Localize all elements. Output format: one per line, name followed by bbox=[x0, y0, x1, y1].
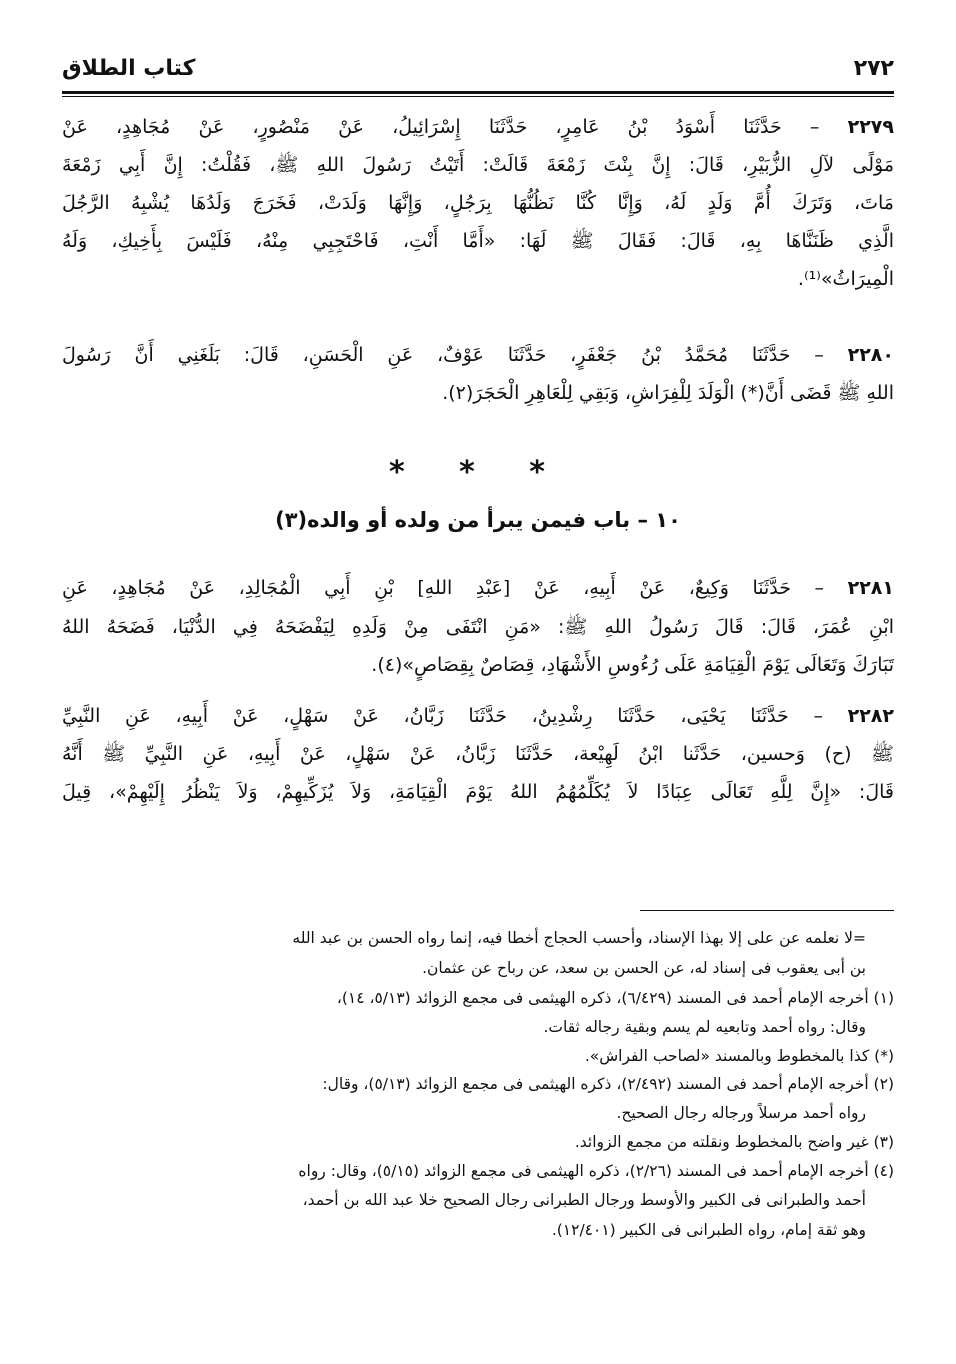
hadith-2281-line: تَبَارَكَ وَتَعَالَى يَوْمَ الْقِيَامَةِ عَلَى رُءُوسِ الأَشْهَادِ، قِصَاصٌ بِقِصَاصٍ»(٤). bbox=[371, 654, 894, 676]
footnote-line: وقال: رواه أحمد وتابعيه لم يسم وبقية رجاله ثقات. bbox=[543, 1018, 866, 1036]
hadith-number: ٢٢٨٠ bbox=[847, 344, 894, 366]
hadith-2279-line: الَّذِي ظَنَنَّاهَا بِهِ، قَالَ: فَقَالَ ﷺ لَهَا: «أَمَّا أَنْتِ، فَاحْتَجِبِي مِنْهُ، فَلَيْسَ بِأَخِيكِ، وَلَهُ bbox=[62, 230, 894, 252]
footnote-line: أحمد والطبرانى فى الكبير والأوسط ورجال الطبرانى رجال الصحيح خلا عبد الله بن أحمد، bbox=[302, 1191, 866, 1209]
hadith-2282-line: قَالَ: «إِنَّ لِلَّهِ تَعَالَى عِبَادًا لاَ يُكَلِّمُهُمُ اللهُ يَوْمَ الْقِيَامَةِ، وَلاَ يُزَكِّيهِمْ، وَلاَ يَنْظُرُ إِلَيْهِمْ»، قِيلَ bbox=[62, 781, 894, 803]
footnote-1: (١) أخرجه الإمام أحمد فى المسند (٦/٤٢٩)، ذكره الهيثمى فى مجمع الزوائد (٥/١٣، ١٤)، bbox=[336, 989, 894, 1007]
hadith-2279-line: الْمِيرَاثُ»⁽¹⁾. bbox=[797, 268, 894, 290]
footnote-line: وهو ثقة إمام، رواه الطبرانى فى الكبير (١٢/٤٠١). bbox=[551, 1221, 866, 1239]
hadith-2279-line: مَاتَ، وَتَرَكَ أُمَّ وَلَدٍ لَهُ، وَإِنَّا كُنَّا نَظُنُّهَا بِرَجُلٍ، وَإِنَّهَا وَلَدَتْ، فَخَرَجَ وَلَدُهَا يُشْبِهُ الرَّجُلَ bbox=[62, 192, 894, 214]
page-number: ٢٧٢ bbox=[853, 56, 894, 81]
section-separator: * * * bbox=[389, 455, 567, 490]
hadith-2281-line bbox=[62, 573, 894, 603]
footnote-star: (*) كذا بالمخطوط وبالمسند «لصاحب الفراش». bbox=[584, 1047, 894, 1065]
hadith-2282-line: ﷺ (ح) وَحسين، حَدَّثَنا ابْنُ لَهِيْعة، حَدَّثَنَا زَبَّانُ، عَنْ سَهْلٍ، عَنْ أَبِيهِ، عَنِ النَّبِيِّ ﷺ أَنَّهُ bbox=[62, 743, 894, 765]
text: – حَدَّثَنَا وَكِيعٌ، عَنْ أَبِيهِ، عَنْ [عَبْدِ اللهِ] بْنِ أَبِي الْمُجَالِدِ، عَنْ مُجَاهِدٍ، عَنِ bbox=[62, 577, 825, 599]
text: – حَدَّثَنَا يَحْيَى، حَدَّثَنَا رِشْدِينُ، حَدَّثَنَا زَبَّانُ، عَنْ سَهْلٍ، عَنْ أَبِيهِ، عَنِ النَّبِيِّ bbox=[62, 705, 823, 727]
hadith-2280-line: اللهِ ﷺ قَضَى أَنَّ(*) الْوَلَدَ لِلْفِرَاشِ، وَبَقِي لِلْعَاهِرِ الْحَجَرَ(٢). bbox=[442, 382, 894, 404]
hadith-2281-line: ابْنِ عُمَرَ، قَالَ: قَالَ رَسُولُ اللهِ ﷺ: «مَنِ انْتَفَى مِنْ وَلَدِهِ لِيَفْضَحَهُ فِي الدُّنْيَا، فَضَحَهُ اللهُ bbox=[62, 616, 894, 638]
text: – حَدَّثَنَا مُحَمَّدُ بْنُ جَعْفَرٍ، حَدَّثَنَا عَوْفٌ، عَنِ الْحَسَنِ، قَالَ: بَلَغَنِي أَنَّ رَسُولَ bbox=[62, 344, 824, 366]
hadith-2279-line: مَوْلًى لآلِ الزُّبَيْرِ، قَالَ: إِنَّ بِنْتَ زَمْعَةَ قَالَتْ: أَتَيْتُ رَسُولَ اللهِ ﷺ، فَقُلْتُ: إِنَّ أَبِي زَمْعَةَ bbox=[62, 154, 894, 176]
footnote-3: (٣) غير واضح بالمخطوط ونقلته من مجمع الزوائد. bbox=[574, 1133, 894, 1151]
hadith-2279-line bbox=[62, 112, 894, 142]
hadith-number: ٢٢٨٢ bbox=[847, 705, 894, 727]
footnote-2: (٢) أخرجه الإمام أحمد فى المسند (٢/٤٩٢)، ذكره الهيثمى فى مجمع الزوائد (٥/١٣)، وقال: bbox=[322, 1075, 894, 1093]
header-rule bbox=[62, 91, 894, 94]
running-header-title: كتاب الطلاق bbox=[62, 56, 196, 81]
header-rule-thin bbox=[62, 96, 894, 97]
chapter-heading: ١٠ – باب فيمن يبرأ من ولده أو والده(٣) bbox=[275, 508, 681, 532]
hadith-2280-line bbox=[62, 340, 894, 370]
text: – حَدَّثَنَا أَسْوَدُ بْنُ عَامِرٍ، حَدَّثَنَا إِسْرَائِيلُ، عَنْ مَنْصُورٍ، عَنْ مُجَاهِدٍ، عَنْ bbox=[62, 116, 820, 138]
footnote-line: رواه أحمد مرسلاً ورجاله رجال الصحيح. bbox=[616, 1104, 866, 1122]
hadith-number: ٢٢٨١ bbox=[847, 577, 894, 599]
footnote-line: =لا نعلمه عن على إلا بهذا الإسناد، وأحسب الحجاج أخطا فيه، إنما رواه الحسن بن عبد الله bbox=[292, 929, 866, 947]
hadith-number: ٢٢٧٩ bbox=[847, 116, 894, 138]
footnote-rule bbox=[640, 910, 894, 911]
footnote-4: (٤) أخرجه الإمام أحمد فى المسند (٢/٢٦)، ذكره الهيثمى فى مجمع الزوائد (٥/١٥)، وقال: رواه bbox=[298, 1162, 894, 1180]
hadith-2282-line bbox=[62, 701, 894, 731]
footnote-line: بن أبى يعقوب فى إسناد له، عن الحسن بن سعد، عن رباح عن عثمان. bbox=[422, 959, 866, 977]
